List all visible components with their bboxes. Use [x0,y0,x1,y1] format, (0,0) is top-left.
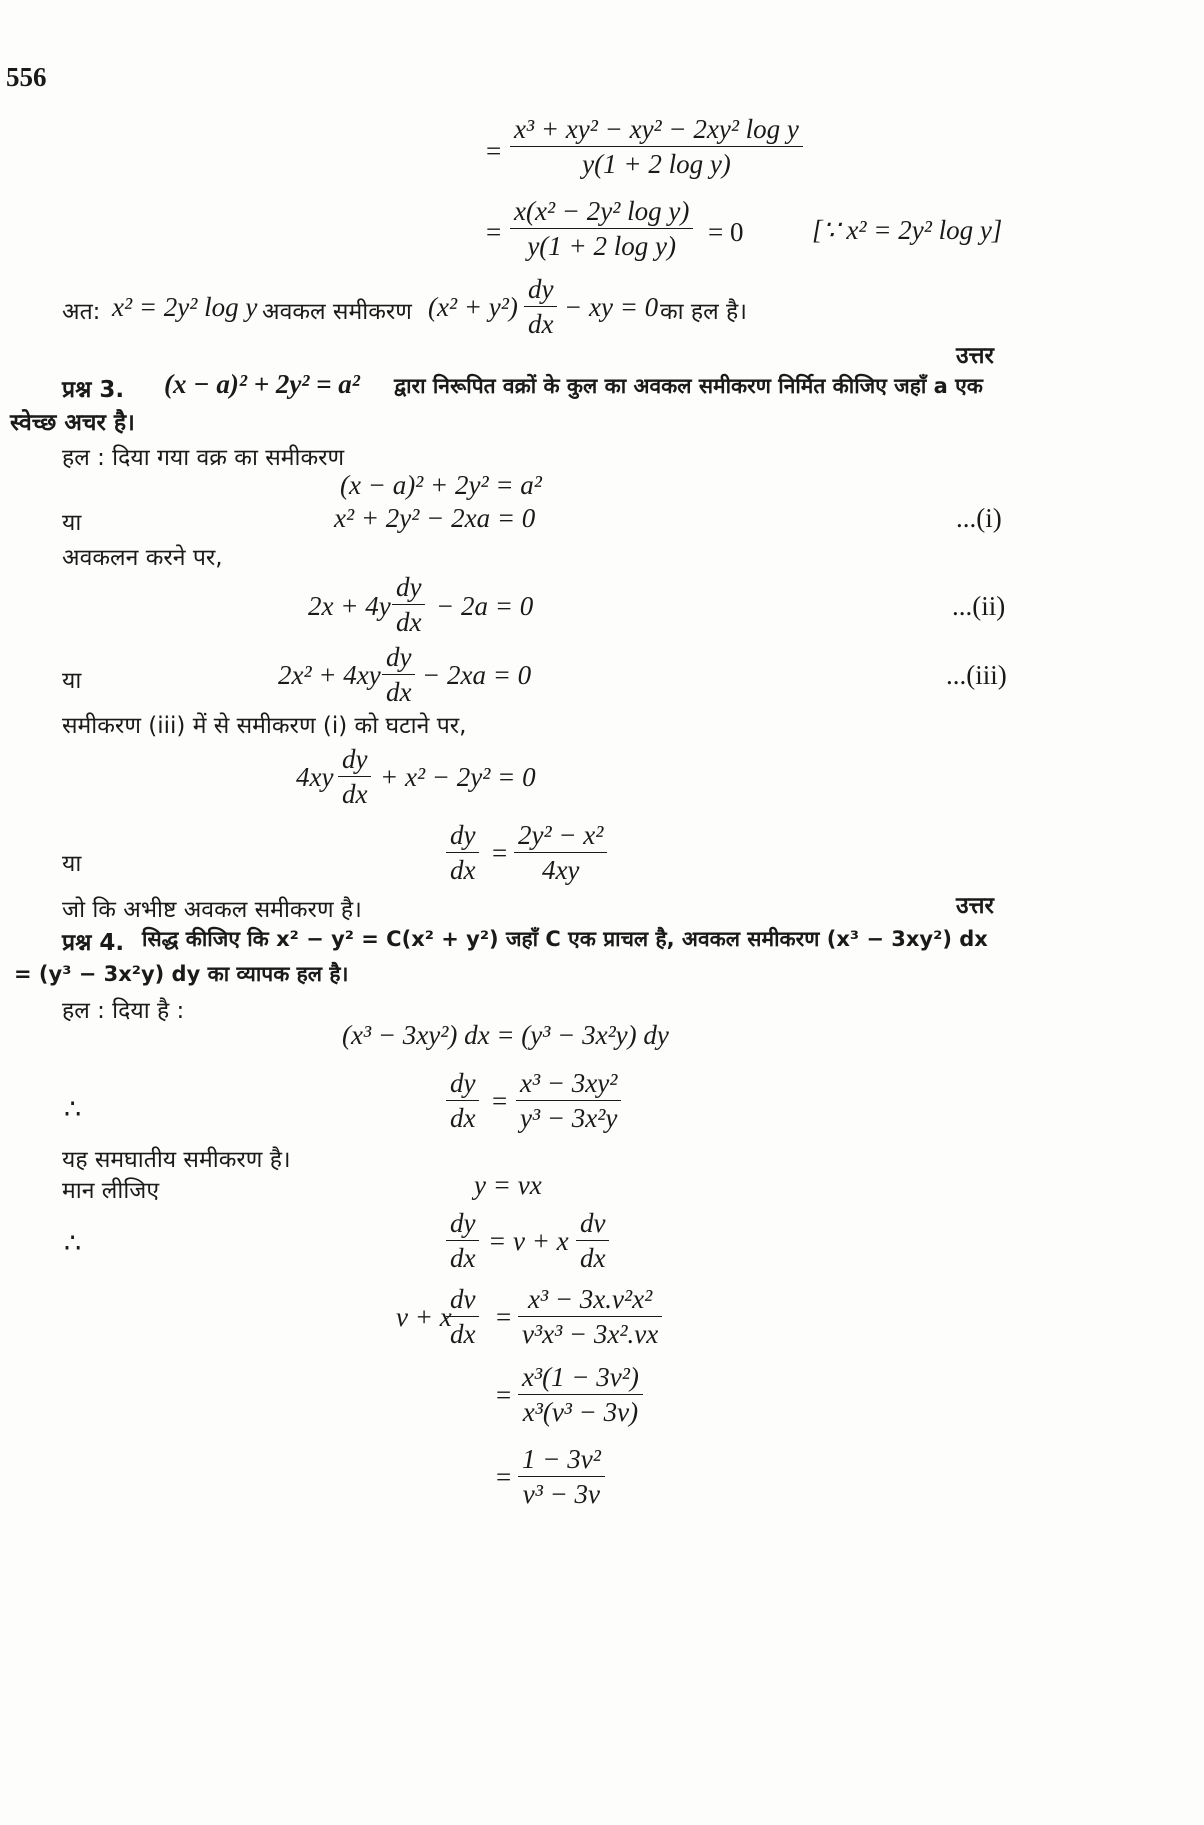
derivative-denominator: dx [386,677,412,707]
fraction-numerator: x³(1 − 3v²) [522,1362,639,1392]
q4-dv-dx [576,1206,609,1275]
equals-sign: = [486,136,502,166]
equals-sign: = [496,1462,512,1492]
q4-lhs: v + x [396,1302,452,1332]
derivative-numerator: dv [580,1208,606,1238]
q3-eq2-derivative [392,570,425,639]
q3-text-line-2: स्वेच्छ अचर है। [10,410,135,436]
q4-derivative-2 [446,1206,479,1275]
tag-iii: ...(iii) [946,660,1007,690]
conclusion-expr-3: − xy = 0 [564,292,659,322]
q3-equation-1: x² + 2y² − 2xa = 0 [334,503,536,533]
q4-derivative-1 [446,1066,479,1135]
fraction-1-numerator: x³ + xy² − xy² − 2xy² log y [514,114,799,144]
q3-eq3-derivative [382,640,415,709]
conclusion-text-2: का हल है। [660,299,747,325]
q3-eq5-fraction [514,818,607,887]
q4-dv-dx-2 [446,1282,479,1351]
fraction-denominator: y³ − 3x²y [520,1103,618,1133]
homogeneous-text: यह समघातीय समीकरण है। [62,1147,291,1173]
derivative-denominator: dx [396,607,422,637]
fraction-numerator: 1 − 3v² [522,1444,601,1474]
q4-given-equation: (x³ − 3xy²) dx = (y³ − 3x²y) dy [342,1020,669,1050]
page-number: 556 [6,62,47,92]
q3-eq2-left: 2x + 4y [308,591,391,621]
derivative-numerator: dy [450,820,476,850]
equals-sign: = [496,1302,512,1332]
q4-fraction-3 [518,1360,643,1429]
q3-eq3-right: − 2xa = 0 [422,660,532,690]
therefore-symbol: ∴ [64,1094,82,1124]
q4-fraction-1 [516,1066,621,1135]
tag-ii: ...(ii) [952,591,1006,621]
q4-label: प्रश्न 4. [62,930,125,956]
derivative-denominator: dx [342,779,368,809]
q4-sub-rhs: = v + x [488,1226,569,1256]
fraction-1-denominator: y(1 + 2 log y) [582,149,731,179]
fraction-numerator: 2y² − x² [518,820,604,850]
conclusion-prefix: अत: [62,299,101,325]
differentiate-text: अवकलन करने पर, [62,545,223,571]
fraction-denominator: 4xy [541,855,580,885]
conclusion-text-1: अवकल समीकरण [262,299,412,325]
derivative-numerator: dy [386,642,412,672]
answer-label: उत्तर [956,893,994,919]
fraction-2 [510,194,693,263]
q3-label: प्रश्न 3. [62,377,125,403]
fraction-numerator: x³ − 3xy² [520,1068,618,1098]
ya-label: या [62,510,82,536]
derivative-numerator: dy [528,274,554,304]
derivative-numerator: dy [396,572,422,602]
derivative-denominator: dx [580,1243,606,1273]
fraction-2-numerator: x(x² − 2y² log y) [514,196,690,226]
derivative-numerator: dy [450,1068,476,1098]
answer-label: उत्तर [956,343,994,369]
q3-eq4-right: + x² − 2y² = 0 [380,762,536,792]
q4-solution-intro: हल : दिया है : [62,998,185,1024]
conclusion-derivative [524,272,557,341]
q3-eq4-derivative [338,742,371,811]
derivative-numerator: dv [450,1284,476,1314]
fraction-denominator: v³ − 3v [522,1479,601,1509]
reason-note: [∵ x² = 2y² log y] [812,215,1003,245]
q3-eq2-right: − 2a = 0 [436,591,534,621]
equals-zero: = 0 [708,217,744,247]
q3-given-equation: (x − a)² + 2y² = a² [340,470,542,500]
ya-label: या [62,851,82,877]
q4-text: सिद्ध कीजिए कि x² − y² = C(x² + y²) जहाँ C एक प्राचल है, अवकल समीकरण (x³ − 3xy²) dx [142,927,988,951]
conclusion-expr-1: x² = 2y² log y [112,292,258,322]
conclusion-expr-2: (x² + y²) [428,292,518,322]
final-statement: जो कि अभीष्ट अवकल समीकरण है। [62,897,362,923]
equals-sign: = [492,1086,508,1116]
q4-fraction-2 [518,1282,662,1351]
therefore-symbol: ∴ [64,1228,82,1258]
q3-solution-intro: हल : दिया गया वक्र का समीकरण [62,445,345,471]
q3-eq3-left: 2x² + 4xy [278,660,381,690]
derivative-denominator: dx [528,309,554,339]
equals-sign: = [492,838,508,868]
fraction-denominator: x³(v³ − 3v) [522,1397,639,1427]
derivative-denominator: dx [450,1243,476,1273]
let-text: मान लीजिए [62,1178,160,1204]
q3-eq4-left: 4xy [296,762,334,792]
q3-equation: (x − a)² + 2y² = a² [164,369,360,399]
q3-text: द्वारा निरूपित वक्रों के कुल का अवकल समीकरण निर्मित कीजिए जहाँ a एक [394,374,983,398]
derivative-denominator: dx [450,1319,476,1349]
fraction-denominator: v³x³ − 3x².vx [522,1319,659,1349]
derivative-numerator: dy [342,744,368,774]
q4-fraction-4 [518,1442,605,1511]
derivative-denominator: dx [450,855,476,885]
fraction-2-denominator: y(1 + 2 log y) [527,231,676,261]
subtract-text: समीकरण (iii) में से समीकरण (i) को घटाने पर, [62,713,467,739]
equals-sign: = [496,1380,512,1410]
derivative-numerator: dy [450,1208,476,1238]
substitution: y = vx [474,1170,542,1200]
ya-label: या [62,668,82,694]
fraction-1 [510,112,803,181]
tag-i: ...(i) [956,503,1002,533]
q3-eq5-derivative [446,818,479,887]
q4-text-line-2: = (y³ − 3x²y) dy का व्यापक हल है। [14,962,349,986]
derivative-denominator: dx [450,1103,476,1133]
fraction-numerator: x³ − 3x.v²x² [527,1284,653,1314]
equals-sign: = [486,217,502,247]
